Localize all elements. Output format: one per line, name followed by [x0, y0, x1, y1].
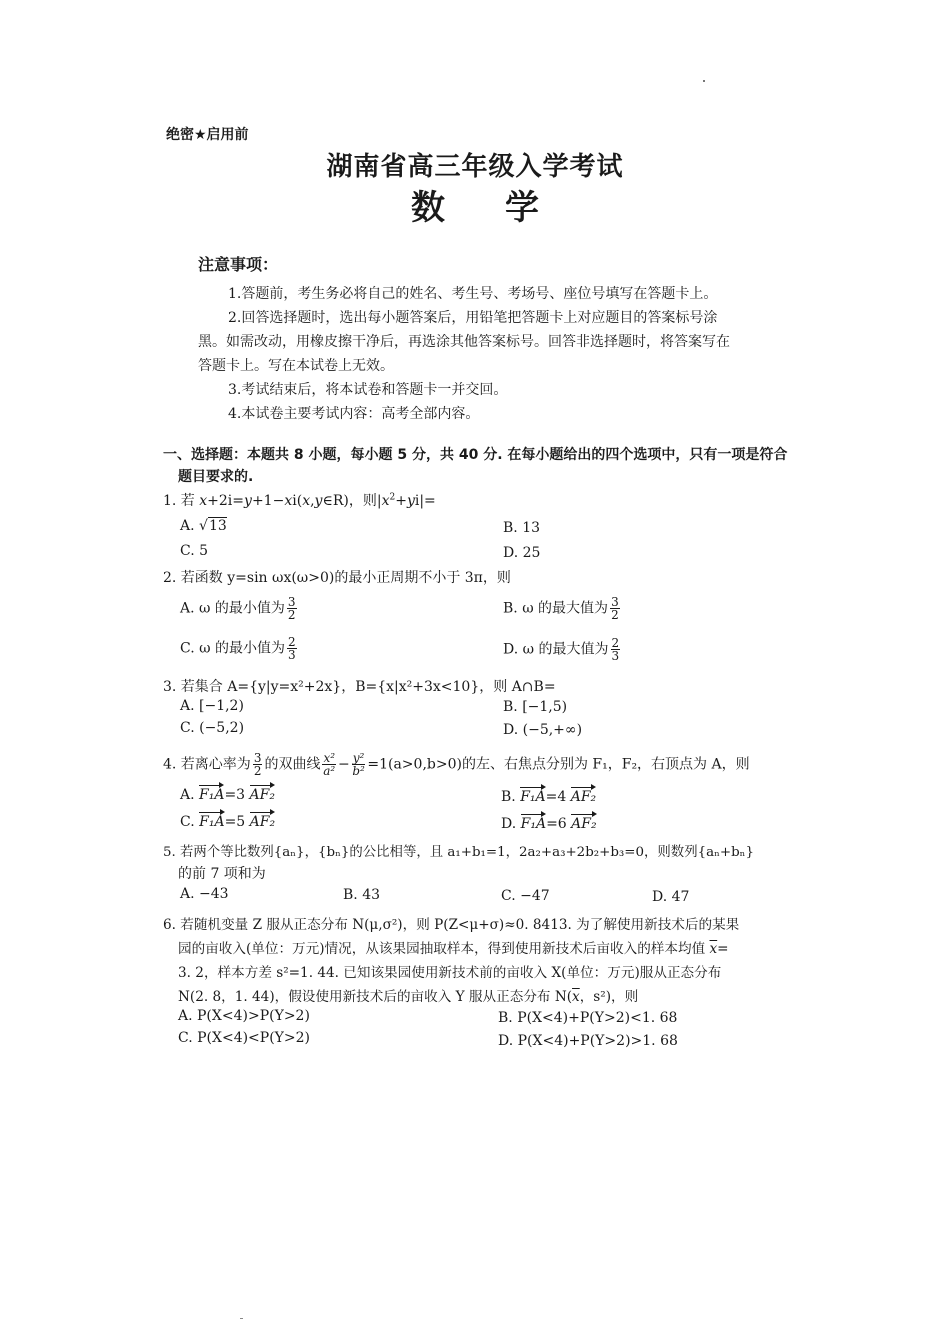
q2-d-fraction: $\frac{2}{3}$	[611, 636, 620, 663]
q1-option-c: C. 5	[180, 543, 209, 559]
question-5-stem: 5. 若两个等比数列{aₙ}，{bₙ}的公比相等，且 a₁+b₁=1，2a₂+a₃+2b₂+b₃=0，则数列{aₙ+bₙ}	[163, 845, 754, 860]
q3-option-d: D. (−5,+∞)	[503, 722, 583, 738]
question-6-line-2: 园的亩收入(单位：万元)情况，从该果园抽取样本，得到使用新技术后亩收入的样本均值 $\overline{x}=$	[178, 941, 729, 957]
q2-a-fraction: $\frac{3}{2}$	[287, 595, 296, 622]
q5-option-d: D. 47	[652, 889, 690, 905]
q6-option-a: A. P(X<4)>P(Y>2)	[178, 1008, 310, 1024]
q3-option-b: B. [−1,5)	[503, 699, 568, 715]
q2-c-fraction: $\frac{2}{3}$	[287, 635, 296, 662]
question-4-stem: 4. 若离心率为 $\frac{3}{2}$ 的双曲线 $\frac{\text{x²}}{\text{a²}}$ − $\frac{\text{y²}}{\text{b²}}$ =1(a>0,b>0)的左、右焦点分别为 F₁，F₂，右顶点为 A，则	[163, 751, 750, 778]
q6-option-b: B. P(X<4)+P(Y>2)<1. 68	[498, 1010, 678, 1026]
q4-option-a: A. F₁A=3 AF₂	[180, 787, 275, 803]
q4-eccentricity-fraction: $\frac{3}{2}$	[253, 751, 262, 778]
section-heading-cont: 题目要求的.	[178, 469, 254, 485]
q3-option-a: A. [−1,2)	[180, 698, 244, 714]
q5-option-a: A. −43	[180, 886, 229, 902]
q4-x-fraction: $\frac{\text{x²}}{\text{a²}}$	[323, 751, 336, 778]
section-heading: 一、选择题：本题共 8 小题，每小题 5 分，共 40 分. 在每小题给出的四个选项中，只有一项是符合	[163, 447, 788, 463]
q1-option-d: D. 25	[503, 545, 541, 561]
subject-title: 数学	[411, 188, 599, 228]
q1-option-a: A. √13	[180, 518, 227, 534]
scan-speck-bottom	[240, 1318, 243, 1319]
q5-option-b: B. 43	[343, 887, 381, 903]
q4-option-c: C. F₁A=5 AF₂	[180, 814, 276, 830]
q4-option-d: D. F₁A=6 AF₂	[501, 816, 597, 832]
question-3-stem: 3. 若集合 A={y|y=x²+2x}，B={x|x²+3x<10}，则 A∩B=	[163, 679, 556, 695]
note-line-4: 答题卡上。写在本试卷上无效。	[198, 358, 394, 374]
note-line-3: 黑。如需改动，用橡皮擦干净后，再选涂其他答案标号。回答非选择题时，将答案写在	[198, 334, 730, 350]
q2-option-b: B. ω 的最大值为 $\frac{3}{2}$	[503, 595, 619, 622]
q5-option-c: C. −47	[501, 888, 550, 904]
note-line-2: 2.回答选择题时，选出每小题答案后，用铅笔把答题卡上对应题目的答案标号涂	[228, 310, 718, 326]
question-5-stem-cont: 的前 7 项和为	[178, 866, 266, 882]
q2-option-a: A. ω 的最小值为 $\frac{3}{2}$	[180, 595, 296, 622]
question-6-line-3: 3. 2，样本方差 s²=1. 44. 已知该果园使用新技术前的亩收入 X(单位：万元)服从正态分布	[178, 965, 722, 981]
question-1-stem: 1. 若 x+2i=y+1−xi(x,y∈R)，则$|x^2+yi|=$	[163, 492, 436, 509]
scan-speck	[703, 80, 705, 82]
q6-option-d: D. P(X<4)+P(Y>2)>1. 68	[498, 1033, 678, 1049]
question-6-line-4: N(2. 8，1. 44)，假设使用新技术后的亩收入 Y 服从正态分布 $N(\overline{x}$，s²)，则	[178, 989, 639, 1005]
note-line-1: 1.答题前，考生务必将自己的姓名、考生号、考场号、座位号填写在答题卡上。	[228, 286, 718, 302]
q3-option-c: C. (−5,2)	[180, 720, 245, 736]
question-6-line-1: 6. 若随机变量 Z 服从正态分布 N(μ,σ²)，则 P(Z<μ+σ)≈0. 8413. 为了解使用新技术后的某果	[163, 917, 740, 933]
q1-option-b: B. 13	[503, 520, 541, 536]
q6-option-c: C. P(X<4)<P(Y>2)	[178, 1030, 311, 1046]
q4-option-b: B. F₁A=4 AF₂	[501, 789, 597, 805]
notes-heading: 注意事项：	[198, 255, 279, 274]
q2-option-c: C. ω 的最小值为 $\frac{2}{3}$	[180, 635, 296, 662]
q4-y-fraction: $\frac{\text{y²}}{\text{b²}}$	[352, 751, 365, 778]
q2-b-fraction: $\frac{3}{2}$	[611, 595, 619, 622]
confidential-label: 绝密★启用前	[166, 127, 249, 143]
q2-option-d: D. ω 的最大值为 $\frac{2}{3}$	[503, 636, 620, 663]
question-2-stem: 2. 若函数 y=sin ωx(ω>0)的最小正周期不小于 3π，则	[163, 570, 511, 586]
note-line-6: 4.本试卷主要考试内容：高考全部内容。	[228, 406, 480, 422]
note-line-5: 3.考试结束后，将本试卷和答题卡一并交回。	[228, 382, 508, 398]
exam-title: 湖南省高三年级入学考试	[326, 152, 624, 182]
